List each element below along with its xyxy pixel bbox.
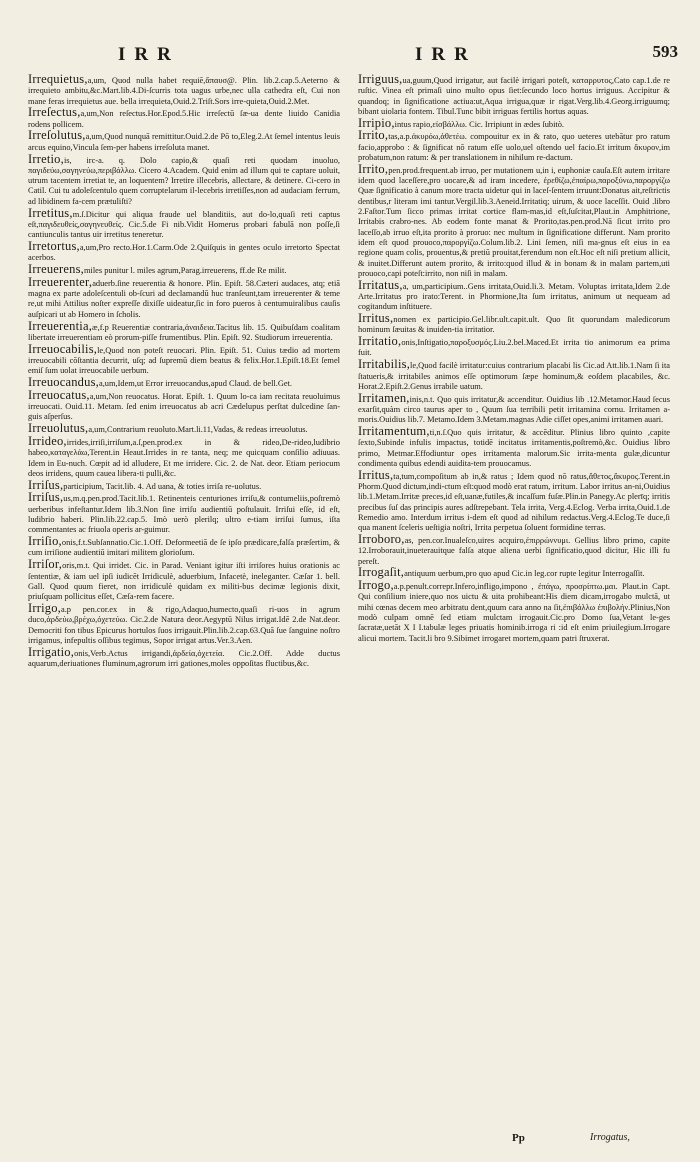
entry-headword: Irreſolutus,: [28, 128, 86, 143]
entry-headword: Irritabilis,: [358, 357, 411, 372]
entry-headword: Irripio,: [358, 115, 395, 130]
running-head: [0, 44, 700, 68]
entry-headword: Irreuolutus,: [28, 421, 89, 436]
entry-text: le,Quod facilè irritatur:cuius contrarium placabi lis Cic.ad Att.lib.1.Nam ſi ita ſtatueris,& irritabiles animos eſſe optimorum ſæpe hominum,& eoſdem placabiles, &c. Horat.2.Epiſt.2.Genus irrabile uatum.: [358, 361, 670, 391]
entry-text: m.ſ.Dicitur qui aliqua fraude uel blanditiis, aut do-lo,quaſi reti captus eſt,παγιδευθείς,σαγηνευθείς. Cic.5.de Fi nib.Vidit Homerus probari fabulā non poſſe,ſi cantiunculis tantus uir irretitus teneretur.: [28, 209, 340, 240]
entry-headword: Irroboro,: [358, 531, 405, 546]
entry-headword: Irritus,: [358, 311, 394, 326]
dictionary-entry: [28, 423, 340, 435]
entry-text: pen.prod.frequent.ab irruo, per mutationem u,in i, euphoniæ cauſa.Eſt autem irritare idem quod laceſſere,pro uocare,& ad iram incedere, ἐρεθίζω,ἐπαίρω,παροξύνω,παροργίζω Quæ ſignificatio à canum more tracta uidetur qui in laceſ-ſentem irruunt:Donatus ait,reſtrictis dentibus,r literam imi tantur.Vergil.lib.3.Aeneid.Irritatiq; uirum, & uoce laceſſit. Ouid .libro 2.Faſtor.Tum ſicco primas irritat cortice flam-mas,id eſt,ſuſcitat,Plaut.in Amphitrione, Irritabis crabro-nes. Ab eodem fonte manat & Prorito,tas.pen.prod.Nā ſicut irrito pro laceſſo,ab irruo eſt,ita prorito à proruo: nec multum in ſignificatione differunt. Nam prorito idem eſt quod prouoco,παροργίζω.Colum.lib.2. Lini ſemen, niſi ma-gnus eſt eius in ea regione quam colis, prouentus,& pretiū prouitat,ferendum non eſt.Hoc eſt niſi pretium allicit, & inuitet.Differunt autem prorito, & irrito:quod illud & in bonam & in malam partem,uti prouoco,capi poteſt:irrito, non niſi in malam.: [358, 165, 670, 278]
entry-headword: Irritamen,: [358, 390, 410, 405]
dictionary-entry: [28, 559, 340, 602]
entry-headword: Irrito,: [358, 128, 389, 143]
entry-text: a,um,Contrarium reuoluto.Mart.li.11,Vadas, & redeas irreuolutus.: [88, 425, 308, 435]
dictionary-entry: [28, 600, 340, 646]
dictionary-entry: [28, 205, 340, 241]
entry-headword: Irriguus,: [358, 72, 403, 86]
entry-headword: Irritus,: [358, 467, 394, 482]
running-head-left: IRR: [118, 44, 180, 65]
entry-headword: Irrito,: [358, 161, 389, 176]
entry-headword: Irrigatio,: [28, 644, 75, 659]
entry-text: antiquum uerbum,pro quo apud Cic.in leg.cor rupte legitur Interrogaſſit.: [404, 569, 645, 579]
entry-text: ti,n.ſ.Quo quis irritatur, & accēditur. Plinius libro quinto ,capite ſexto,Subinde infulis impactus, totidē incitatus irritamentis,poſtremò,&c. Ouidius libro primo, Metmar.Effodiuntur opes irritamenta malorum.Sic irrita-menta gulæ,dicuntur condimenta quibus edendi auidita-tem prouocamus.: [358, 428, 670, 468]
entry-text: as, pen.cor.Inualeſco,uires acquiro,ἐπιρρώννυμι. Gellius libro primo, capite 12.Irroborauit,inueterauitque falſa atque aliena uerbi ſignificatio,quod dicitur, Hic illi fu pereſt.: [358, 535, 670, 566]
dictionary-entry: [358, 580, 670, 644]
entry-text: nomen ex participio.Gel.libr.ult.capit.ult. Quo ſit quorundam maledicorum hominum ſæuitas & inuiden-tia irritatior.: [358, 315, 670, 335]
entry-text: onis,f.t.Subſannatio.Cic.1.Off. Deformeetiā de ſe ipſo prædicare,falſa præſertim, & cum irriſione audientiū imitari militem glorioſum.: [28, 538, 340, 558]
dictionary-entry: [28, 238, 340, 264]
dictionary-entry: [28, 274, 340, 320]
entry-headword: Irrigo,: [28, 600, 61, 615]
dictionary-entry: [358, 390, 670, 426]
entry-headword: Irreuocatus,: [28, 387, 90, 402]
entry-text: onis,Verb.Actus irrigandi,ἀρδεία,ὀχετεία. Cic.2.Off. Adde ductus aquarum,deriuationes fluminum,agrorum irri gationes,moles oppoſitas fluctibus,&c.: [28, 648, 340, 668]
page-number: 593: [652, 42, 678, 61]
entry-text: intus rapio,εἰσβάλλω. Cic. Irripiunt in ædes ſubitò.: [394, 119, 565, 129]
running-head-right: IRR: [415, 44, 477, 65]
dictionary-entry: [28, 151, 340, 207]
dictionary-entry: [28, 492, 340, 535]
entry-text: inis,n.t. Quo quis irritatur,& accenditur. Ouidius lib .12.Metamor.Haud ſecus exarſit,quàm circo taurus aper to , Quum ſua terribili petit irritamina cornu. Irritamen a-moris.Ouidius lib.7. Metamo.Idem 3.Metam.magnas Adie ciſſet opes,animi irritamen auari.: [358, 394, 670, 425]
entry-headword: Irrogaſit,: [358, 565, 405, 580]
entry-headword: Irreuerens,: [28, 262, 84, 277]
entry-headword: Irriſor,: [28, 557, 63, 572]
entry-headword: Irriſio,: [28, 534, 62, 549]
dictionary-entry: [358, 531, 670, 567]
dictionary-entry: [28, 130, 340, 153]
entry-headword: Irretio,: [28, 151, 64, 166]
dictionary-entry: [28, 536, 340, 559]
dictionary-entry: [358, 359, 670, 392]
dictionary-entry: [28, 341, 340, 377]
entry-text: a,um,Idem,ut Error irreuocandus,apud Claud. de bell.Get.: [98, 379, 293, 389]
entry-headword: Irreuerenter,: [28, 274, 93, 289]
right-column: [358, 74, 670, 644]
entry-headword: Irreuocabilis,: [28, 341, 98, 356]
dictionary-entry: [358, 313, 670, 336]
dictionary-entry: [358, 426, 670, 469]
dictionary-entry: [28, 644, 340, 670]
entry-text: ta,tum,compoſitum ab in,& ratus ; Idem quod nō ratus,ἄθετος,ἄκυρος.Terent.in Phorm.Quod dictum,indi-ctum eſt:quod modò erat ratum, irritum. Labor irritus an-ni,Ouidius lib.1.Metam.Irritæ preces,id eſt,uanæ,futiles,& incaſſum fuſæ.Plin.in Panegy.Ac plerīq; irritis precibus ſuſ das principis aures adſtrepebant. Tela irrita, Verg.4.Eclog. Verba irrita,Ouid.1.de Remedio amo. Interdum irritus i-dem eſt quod ad nihilum redactus.Verg.4.Eclog.Te duce,ſi qua manent ſceleris ueſtigia noſtri, Irrita perpetua ſoluent formidine terras.: [358, 471, 670, 533]
entry-text: a.p.penult.correpr.Infero,infligo,impono , ἐπάγω, προσρίπτω.μαι. Plaut.in Capt. Qui conſilium iniere,quo nos uictu & uita prohibeant:His diem dicam,irrogabo mulctā, ut mihi cœnas decem meo arbitratu dent,quum cara anno na ſit,ἐπιβάλλω ἐπιβολήν.Plinius,Non modò culpam omnē ſed etiam mulctam irrogauit.Cic.pro Domo ſua,Vetant le-ges ſacratæ,uetāt X I I.tabulæ leges priuatis hominib.irroga ri :id eſt enim priuilegium.Irrogare alicui mortem. Tacit.li bro 9.Sibimet irrogaret mortem,quam patri ſtruxerat.: [358, 582, 670, 643]
entry-text: us,m.q.pen.prod.Tacit.lib.1. Retinenteis centuriones irriſu,& contumeliis,poſtremò uerberibus infeſtantur.Idem lib.3.Non ſine irriſu audientiū poſtulauit. Irriſui eſſe, id eſt, ludibrio haberi. Plin.lib.22.cap.5. Imò uerò plerilq; ultro e-tiam irriſui ſumus, iſta commentantes ac friuola operis ar-guimur.: [28, 494, 340, 535]
entry-text: onis,Inſtigatio,παροξυσμός.Liu.2.bel.Maced.Et irrita tio animorum ea prima fuit.: [358, 338, 670, 358]
entry-text: is, irc-a. q. Dolo capio,& quaſi reti quodam inuoluo, παγιδεύω,σαγηνεύω,περιβάλλω. Cicero 4.Academ. Quid enim ad illum qui te captare uoluit, utrum tacentem irretiat te, an loquentem? Irretire illecebris, allectare, & detinere. Ci-cero in Catil. Cui tu adoleſcentulo quem corruptelarum il-lecebris irretiſſes,non ad audaciam ferrum, ad libidinem fa-cem prætuliſti?: [28, 155, 340, 206]
entry-headword: Irritatio,: [358, 334, 402, 349]
entry-headword: Irreſectus,: [28, 105, 81, 120]
entry-text: a,um,Quod nunquā remittitur.Ouid.2.de Pō to,Eleg.2.At ſemel intentus leuis arcus equino,Vincula ſem-per habens irreſoluta manet.: [28, 132, 340, 152]
entry-text: aduerb.ſine reuerentia & honore. Plin. Epiſt. 58.Cæteri audaces, atq; etiā magna ex parte adoleſcentuli ob-ſcuri ad declamandū huc tranſeunt,tam irreuerenter & teme re,ut mihi Attilius noſter expreſſe dixiſſe uideatur,ſic in foro pueros à centumuiralibus cauſis auſpicari ut ab Homero in ſcholis.: [28, 278, 340, 319]
catchword: Irrogatus,: [590, 1132, 630, 1143]
entry-text: a, um,participium..Gens irritata,Ouid.li.3. Metam. Voluptas irritata,Idem 2.de Arte.Irritatus pro irato:Terent. in Phormione,Ita ſum irritatus, animum ut nequeam ad cogitandum inſtituere.: [358, 281, 670, 312]
entry-headword: Irretortus,: [28, 238, 80, 253]
entry-text: a.p pen.cor.ex in & rigo,Adaquo,humecto,quaſi ri-uos in agrum duco,ἀρδεύω,βρέχω,ὀχετεύω. Cic.2.de Natura deor.Aegyptū Nilus irrigat.Idē 2.de Nat.deor. Democriti fon tibus Epicurus hortulos ſuos irrigauit.Plin.lib.2.cap.63.Quā ſue ſanguine noſtro irrigamus, infepultis oſſibus tegimus, Sopor irrigat artus.Ver.3.Aen.: [28, 604, 340, 645]
entry-text: oris,m.t. Qui irridet. Cic. in Parad. Veniant igitur iſti irriſores huius orationis ac ſententiæ, & iam uel ipſi iudicēt Irridiculè, aduerbium, Infacetè, ineleganter. Cæſar 1. bell. Gall. Quod quum fieret, non irridiculè quidam ex militi-bus decimæ legionis dixit, priuſquam pollicitus eſſet, Cæſa-rem facere.: [28, 561, 340, 602]
page-footer: [0, 1132, 700, 1152]
dictionary-entry: [358, 74, 670, 117]
entry-text: irrides,irriſi,irriſum,a.ſ,pen.prod.ex in & rideo,De-rideo,ludibrio habeo,καταγελάω,Terent.in Heaut.Irrides in re tanta, neq; me quicquam conſilio adiuuas. Idem in Eu-nuch. Cœpit ad id alludere, Et me irridere. Cic. 2. de Nat. deor. Etiam periocum deos irridens, quum cauea libera-ti pulli,&c.: [28, 438, 340, 478]
dictionary-entry: [28, 387, 340, 423]
entry-headword: Irrideo,: [28, 434, 67, 448]
dictionary-entry: [28, 318, 340, 344]
dictionary-entry: [28, 107, 340, 130]
entry-text: miles punitur l. miles agrum,Parag.irreuerens, ff.de Re milit.: [83, 266, 287, 276]
entry-text: tas,a.p.ἀκυρόω,ἀθετέω. compouitur ex in & rato, quo ueteres utebātur pro ratum facio,approbo : & ſignificat nō ratum eſſe uolo,uel oſtendo uel facio.Et irritum ἄκυρον,im probatum,non ratum: & per translationem in nihilum re-dactum.: [358, 132, 670, 163]
entry-headword: Irritatus,: [358, 277, 403, 292]
entry-headword: Irriſus,: [28, 490, 64, 505]
dictionary-entry: [358, 161, 670, 279]
left-column: [28, 74, 340, 670]
dictionary-entry: [28, 477, 340, 492]
entry-headword: Irreuocandus,: [28, 375, 99, 390]
entry-text: æ,f.p Reuerentiæ contraria,ἀναιδεια.Tacitus lib. 15. Quibuſdam coalitam libertate irreuerentiam eò prorum-piſſe frumentibus. Plin. Epiſt. 92. Studiorum irreuerentia.: [28, 322, 340, 342]
entry-headword: Irriſus,: [28, 477, 64, 492]
entry-text: a,um, Quod nulla habet requiē,ἄπαυσ@. Plin. lib.2.cap.5.Aeterno & irrequieto ambitu,&c.Mart.lib.4.Di-ſcurris tota uagus urbe,nec ulla cathedra eſt, Cui non mane feras irrequietus aue. bella irrequieta,Ouid.2.Triſt.Sors irre-quieta,Ouid.2.Met.: [28, 76, 340, 106]
dictionary-entry: [28, 74, 340, 107]
dictionary-entry: [358, 115, 670, 130]
dictionary-entry: [358, 336, 670, 359]
entry-headword: Irreuerentia,: [28, 318, 93, 333]
entry-text: participium, Tacit.lib. 4. Ad uana, & toties irriſa re-uolutus.: [63, 481, 262, 491]
dictionary-entry: [358, 567, 670, 579]
dictionary-entry: [358, 130, 670, 163]
signature-mark: Pp: [512, 1132, 525, 1144]
entry-text: ua,guum,Quod irrigatur, aut facilè irrigari poteſt, καταρρυτος,Cato cap.1.de re ruſtic. Vinea eſt primaſi uino multo opus ſiet:ſecundo loco hortus irriguus. Accipitur & quandoq; in ſignificatione actiua:ut,Aqua irrigua,quæ ir rigat.Verg.lib.4.Georg.irriguumq; bibant uiolaria fontem. Tibul.Tunc bibit irriguas fertilis hortus aquas.: [358, 76, 670, 116]
entry-headword: Irrogo,: [358, 578, 394, 593]
entry-text: a,um,Pro recto.Hor.1.Carm.Ode 2.Quiſquis in gentes oculo irretorto Spectat acerbos.: [28, 242, 340, 263]
entry-headword: Irritamentum,: [358, 424, 430, 438]
dictionary-entry: [358, 467, 670, 534]
entry-text: a,um,Non reſectus.Hor.Epod.5.Hic irreſectū ſæ-ua dente liuido Canidia rodens pollicem.: [28, 109, 340, 129]
entry-text: le,Quod non poteſt reuocari. Plin. Epiſt. 51. Cuius tædio ad mortem irreuocabili cōſtantia decurrit, uſq; ad ſupremū diem beatus & felix.Hor.1.Epiſt.18.Et ſemel emiſ ſum uolat irreuocabile uerbum.: [28, 345, 340, 376]
dictionary-entry: [358, 277, 670, 313]
text-columns: [28, 74, 680, 1134]
entry-headword: Irrequietus,: [28, 72, 88, 86]
entry-headword: Irretitus,: [28, 205, 73, 220]
entry-text: a,um,Non reuocatus. Horat. Epiſt. 1. Quum lo-ca iam recitata reuoluimus irreuocati. Ouid.11. Metam. ſed enim irreuocatus ab acri Cædelupus perſtat dulcedine ſan-guis aſperſus.: [28, 391, 340, 422]
dictionary-entry: [28, 436, 340, 479]
